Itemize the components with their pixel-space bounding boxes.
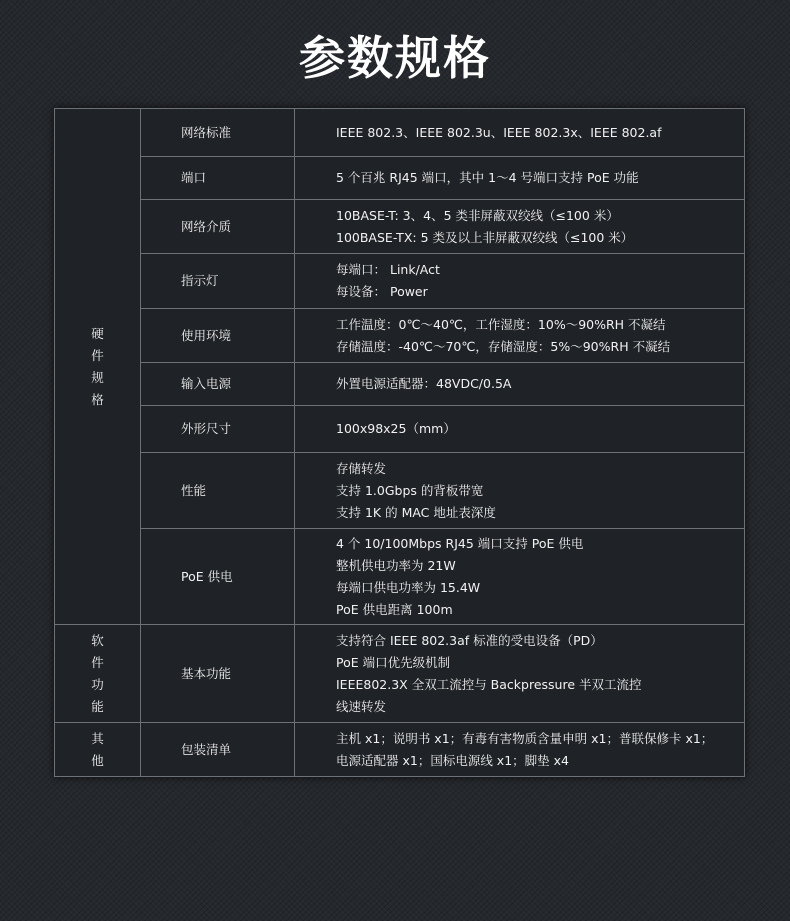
row-label: 性能 [141,453,295,529]
value-line: 每端口供电功率为 15.4W [336,579,481,595]
table-row [55,723,745,777]
category-char: 软 [91,632,104,648]
row-value [295,723,745,777]
table-row [55,109,745,157]
row-label: 包装清单 [141,723,295,777]
row-label: 端口 [141,157,295,200]
value-line: 工作温度：0℃～40℃，工作湿度：10%～90%RH 不凝结 [336,316,666,332]
category-char: 他 [91,752,104,768]
value-line: 存储温度：-40℃～70℃，存储湿度：5%～90%RH 不凝结 [336,338,671,354]
row-value [295,529,745,625]
category-software [55,625,141,723]
value-line: 每设备： Power [336,284,428,299]
value-line: 100BASE-TX: 5 类及以上非屏蔽双绞线（≤100 米） [336,229,634,245]
value-line: 线速转发 [336,698,387,714]
value-line: 外置电源适配器：48VDC/0.5A [336,376,512,391]
table-row [55,625,745,723]
category-char: 规 [91,369,104,385]
table-row [55,157,745,200]
row-value [295,254,745,309]
value-line: 4 个 10/100Mbps RJ45 端口支持 PoE 供电 [336,535,584,551]
row-value [295,625,745,723]
value-line: 整机供电功率为 21W [336,557,456,573]
row-value [295,200,745,254]
category-char: 其 [91,730,104,746]
table-row [55,254,745,309]
row-value [295,109,745,157]
row-label: 输入电源 [141,363,295,406]
row-value [295,309,745,363]
spec-table [54,108,745,777]
value-line: PoE 供电距离 100m [336,601,453,617]
value-line: 支持 1K 的 MAC 地址表深度 [336,504,496,520]
category-char: 件 [91,347,104,363]
value-line: IEEE802.3X 全双工流控与 Backpressure 半双工流控 [336,676,642,692]
table-row [55,309,745,363]
value-line: 每端口： Link/Act [336,262,440,277]
table-row [55,453,745,529]
row-value [295,453,745,529]
category-other [55,723,141,777]
row-label: 指示灯 [141,254,295,309]
row-value [295,363,745,406]
page-title: 参数规格 [299,31,491,85]
category-char: 硬 [91,325,104,341]
value-line: 存储转发 [336,460,387,476]
value-line: PoE 端口优先级机制 [336,654,451,670]
value-line: 电源适配器 x1；国标电源线 x1；脚垫 x4 [336,752,569,768]
row-label: 使用环境 [141,309,295,363]
category-hardware [55,109,141,625]
category-char: 功 [91,676,104,692]
value-line: 主机 x1；说明书 x1；有毒有害物质含量申明 x1；普联保修卡 x1； [336,730,714,746]
value-line: IEEE 802.3、IEEE 802.3u、IEEE 802.3x、IEEE 802.af [336,124,662,140]
value-line: 支持 1.0Gbps 的背板带宽 [336,482,484,498]
row-label: PoE 供电 [141,529,295,625]
row-value [295,157,745,200]
row-label: 基本功能 [141,625,295,723]
row-label: 外形尺寸 [141,406,295,453]
value-line: 支持符合 IEEE 802.3af 标准的受电设备（PD） [336,632,603,648]
row-label: 网络介质 [141,200,295,254]
category-char: 能 [91,698,104,714]
row-label: 网络标准 [141,109,295,157]
category-char: 件 [91,654,104,670]
row-value [295,406,745,453]
value-line: 100x98x25（mm） [336,421,456,436]
category-char: 格 [91,391,104,407]
value-line: 5 个百兆 RJ45 端口，其中 1～4 号端口支持 PoE 功能 [336,170,639,185]
table-row [55,363,745,406]
value-line: 10BASE-T: 3、4、5 类非屏蔽双绞线（≤100 米） [336,207,619,223]
table-row [55,406,745,453]
table-row [55,200,745,254]
table-row [55,529,745,625]
